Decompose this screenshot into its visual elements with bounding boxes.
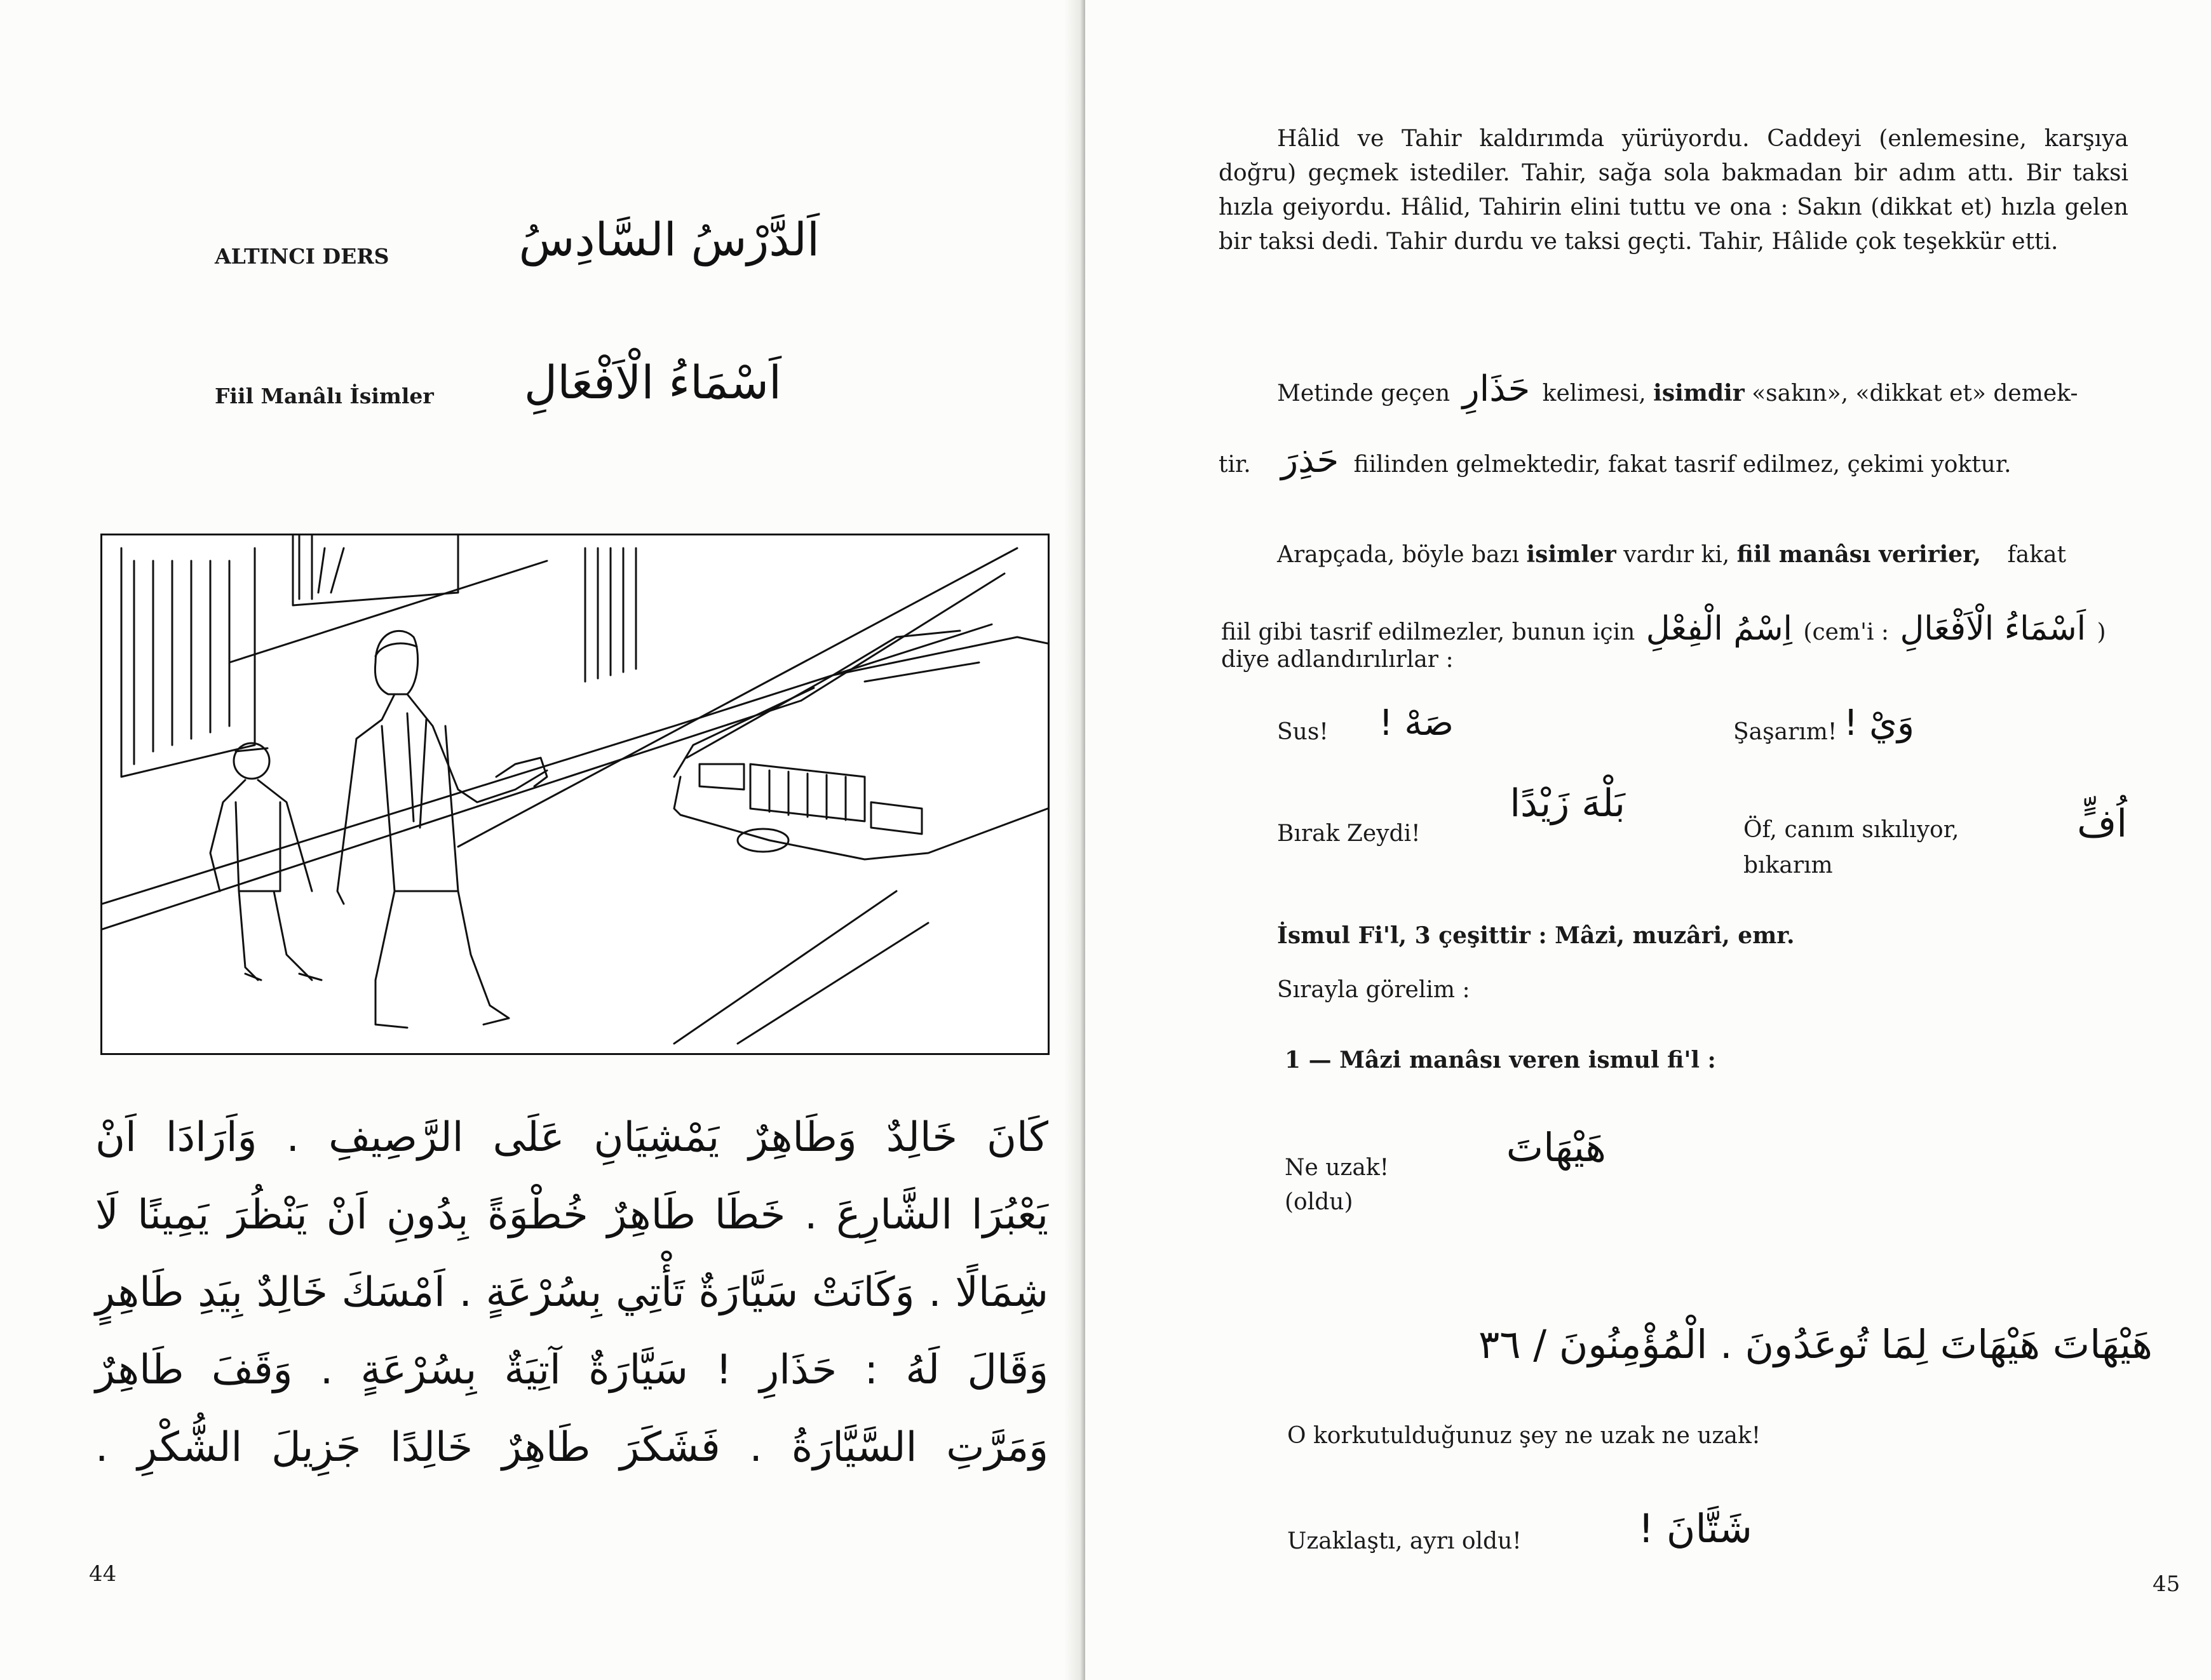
p3-pre: tir.: [1219, 452, 1251, 478]
man-figure: [337, 631, 547, 1028]
p2-post: «sakın», «dikkat et» demek-: [1752, 380, 2078, 407]
explanation-line-1: [1277, 541, 2066, 568]
quran-verse-tr: O korkutulduğunuz şey ne uzak ne uzak!: [1287, 1423, 1761, 1449]
ne-uzak-ar: هَيْهَاتَ: [1506, 1124, 1606, 1171]
arabic-line-2: يَعْبُرَا الشَّارِعَ . خَطَا طَاهِرٌ خُطْوَةً بِدُونِ اَنْ يَنْظُرَ يَمِينًا لَا: [95, 1192, 1048, 1239]
arabic-line-5: وَمَرَّتِ السَّيَّارَةُ . فَشَكَرَ طَاهِرٌ خَالِدًا جَزِيلَ الشُّكْرِ .: [95, 1424, 1048, 1471]
mazi-heading: 1 — Mâzi manâsı veren ismul fi'l :: [1285, 1047, 1716, 1073]
example-sus-tr: Sus!: [1277, 719, 1329, 745]
explanation-line-2: [1221, 610, 2106, 648]
p2-mid: kelimesi,: [1542, 380, 1646, 407]
ne-uzak-tr: Ne uzak!: [1285, 1155, 1389, 1181]
intro-paragraph: Hâlid ve Tahir kaldırımda yürüyordu. Caddeyi (enlemesine, karşıya doğru) geçmek istediler. Tahir, sağa sola bakmadan bir adım attı. Bir taksi hızla geiyordu. Hâlid, Tahirin elini tuttu ve ona : Sakın (dikkat et) hızla gelen bir taksi dedi. Tahir durdu ve taksi geçti. Tahir, Hâlide çok teşekkür etti.: [1219, 126, 2128, 255]
explanation-line-3: diye adlandırılırlar :: [1221, 647, 1454, 673]
right-page: [1085, 0, 2211, 1680]
p5-post: ): [2097, 619, 2106, 645]
arabic-line-4: وَقَالَ لَهُ : حَذَارِ ! سَيَّارَةٌ آتِيَةٌ بِسُرْعَةٍ . وَقَفَ طَاهِرٌ: [95, 1347, 1048, 1394]
arabic-story-text: [95, 1099, 1048, 1486]
arabic-line-1: كَانَ خَالِدٌ وَطَاهِرٌ يَمْشِيَانِ عَلَى الرَّصِيفِ . وَاَرَادَا اَنْ: [95, 1114, 1048, 1161]
ne-uzak-oldu: (oldu): [1285, 1189, 1353, 1215]
p5-arabic-1: اِسْمُ الْفِعْلِ: [1646, 610, 1792, 648]
lesson-title-arabic: اَلدَّرْسُ السَّادِسُ: [518, 213, 820, 266]
lesson-subtitle-arabic: اَسْمَاءُ الْاَفْعَالِ: [524, 356, 781, 409]
example-sasarim-ar: وَيْ !: [1843, 702, 1914, 744]
example-of-ar: اُفٍّ: [2077, 802, 2127, 846]
example-birak-tr: Bırak Zeydi!: [1277, 821, 1421, 847]
p3-post: fiilinden gelmektedir, fakat tasrif edilmez, çekimi yoktur.: [1353, 452, 2012, 478]
page-number-right: 45: [2153, 1571, 2181, 1597]
story-illustration: [100, 534, 1050, 1055]
sirayla-line: Sırayla görelim :: [1277, 977, 1470, 1003]
example-birak-ar: بَلْهَ زَيْدًا: [1510, 781, 1625, 826]
p2-pre: Metinde geçen: [1277, 380, 1450, 407]
example-sasarim-tr: Şaşarım!: [1733, 719, 1837, 745]
uzaklasti-ar: شَتَّانَ !: [1638, 1505, 1752, 1552]
boy-figure: [210, 743, 321, 980]
p2-bold: isimdir: [1653, 380, 1745, 407]
example-of-tr-2: bıkarım: [1743, 852, 1833, 878]
example-of-tr-1: Öf, canım sıkılıyor,: [1743, 817, 1959, 843]
p4-mid: vardır ki,: [1623, 542, 1730, 568]
uzaklasti-tr: Uzaklaştı, ayrı oldu!: [1287, 1528, 1522, 1554]
building-facade: [102, 535, 1017, 1044]
p4-pre: Arapçada, böyle bazı: [1277, 542, 1520, 568]
p5-arabic-2: اَسْمَاءُ الْاَفْعَالِ: [1900, 610, 2086, 648]
p2-arabic-word: حَذَارِ: [1462, 368, 1531, 410]
p5-pre: fiil gibi tasrif edilmezler, bunun için: [1221, 619, 1635, 645]
p5-mid: (cem'i :: [1803, 619, 1890, 645]
definition-line-1: [1277, 368, 2078, 410]
car-drawing: [674, 631, 1048, 859]
definition-line-2: [1219, 440, 2012, 481]
quran-verse-ar: هَيْهَاتَ هَيْهَاتَ لِمَا تُوعَدُونَ . الْمُؤْمِنُونَ / ٣٦: [1478, 1321, 2153, 1368]
example-sus-ar: صَهْ !: [1379, 702, 1454, 744]
p4-bold2: fiil manâsı veririer,: [1736, 541, 1982, 568]
p3-arabic-word: حَذِرَ: [1281, 440, 1339, 481]
p4-post: fakat: [2007, 542, 2067, 568]
ismul-fil-heading: İsmul Fi'l, 3 çeşittir : Mâzi, muzâri, emr.: [1277, 922, 1795, 949]
arabic-line-3: شِمَالًا . وَكَانَتْ سَيَّارَةٌ تَأْتِي بِسُرْعَةٍ . اَمْسَكَ خَالِدٌ بِيَدِ طَاهِرٍ: [95, 1269, 1048, 1316]
p4-bold1: isimler: [1526, 541, 1616, 568]
lesson-subtitle: Fiil Manâlı İsimler: [215, 384, 434, 408]
page-number-left: 44: [89, 1561, 117, 1587]
lesson-title: ALTINCI DERS: [215, 244, 389, 269]
left-page: [0, 0, 1085, 1680]
